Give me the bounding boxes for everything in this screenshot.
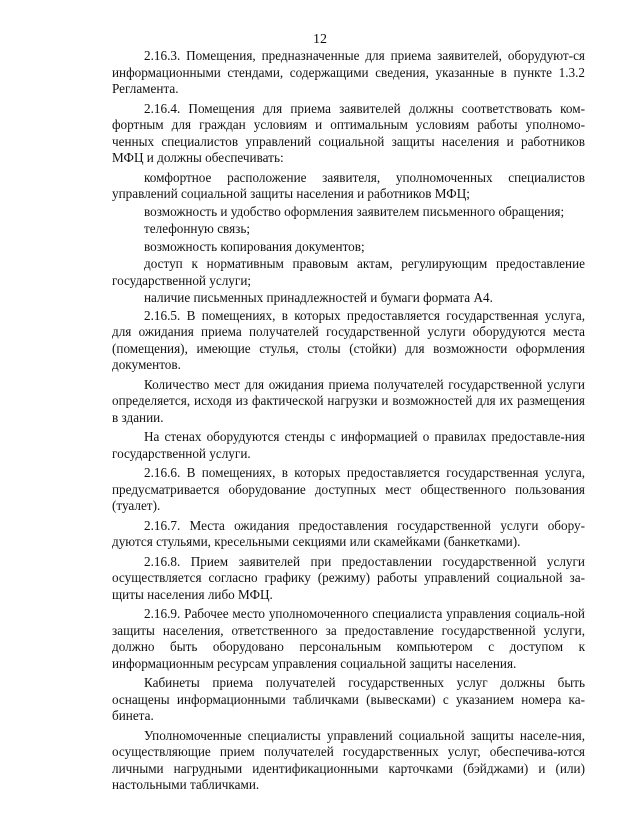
paragraph-specialists-badges: Уполномоченные специалисты управлений социальной защиты населе-ния, осуществляющие прием получателей государственных услуг, обеспечива-ются личными нагрудными идентификационными карточками (бэйджами) и (или) настольными табличками.	[112, 727, 585, 792]
document-body	[112, 48, 585, 797]
paragraph-2-16-7: 2.16.7. Места ожидания предоставления государственной услуги обору-дуются стульями, кресельными секциями или скамейками (банкетками).	[112, 517, 585, 549]
list-item-comfortable-placement: комфортное расположение заявителя, уполномоченных специалистов управлений социальной защиты населения и работников МФЦ;	[112, 169, 585, 201]
paragraph-2-16-9: 2.16.9. Рабочее место уполномоченного специалиста управления социаль-ной защиты населения, ответственного за предоставление государственной услуги, должно быть оборудовано персональным компьютером с доступом к информационным ресурсам управления социальной защиты населения.	[112, 606, 585, 671]
paragraph-info-stands: На стенах оборудуются стенды с информацией о правилах предоставле-ния государственной услуги.	[112, 429, 585, 461]
list-item-written-appeal: возможность и удобство оформления заявителем письменного обращения;	[144, 203, 565, 219]
paragraph-offices-signs: Кабинеты приема получателей государственных услуг должны быть оснащены информационными табличками (вывесками) с указанием номера ка-бинета.	[112, 675, 585, 723]
paragraph-2-16-6: 2.16.6. В помещениях, в которых предоставляется государственная услуга, предусматривается оборудование доступных мест общественного пользования (туалет).	[112, 465, 585, 513]
paragraph-2-16-4: 2.16.4. Помещения для приема заявителей должны соответствовать ком-фортным для граждан условиям и оптимальным условиям работы уполномо-ченных специалистов управлений социальной защиты населения и работников МФЦ и должны обеспечивать:	[112, 100, 585, 165]
page-number: 12	[313, 32, 327, 47]
paragraph-2-16-8: 2.16.8. Прием заявителей при предоставлении государственной услуги осуществляется согласно графику (режиму) работы управлений социальной за-щиты населения либо МФЦ.	[112, 553, 585, 602]
list-item-legal-acts-access: доступ к нормативным правовым актам, регулирующим предоставление государственной услуги;	[112, 256, 585, 288]
paragraph-2-16-5: 2.16.5. В помещениях, в которых предоставляется государственная услуга, для ожидания приема получателей государственной услуги оборудуются места (помещения), имеющие стулья, столы (стойки) для возможности оформления документов.	[112, 307, 585, 372]
paragraph-2-16-3: 2.16.3. Помещения, предназначенные для приема заявителей, оборудуют-ся информационными стендами, содержащими сведения, указанные в пункте 1.3.2 Регламента.	[112, 48, 585, 96]
list-item-writing-supplies: наличие письменных принадлежностей и бумаги формата А4.	[144, 290, 493, 305]
paragraph-waiting-places-count: Количество мест для ожидания приема получателей государственной услуги определяется, исходя из фактической нагрузки и возможностей для их размещения в здании.	[112, 376, 585, 425]
list-item-telephone: телефонную связь;	[144, 221, 251, 236]
list-item-copying: возможность копирования документов;	[144, 238, 365, 254]
